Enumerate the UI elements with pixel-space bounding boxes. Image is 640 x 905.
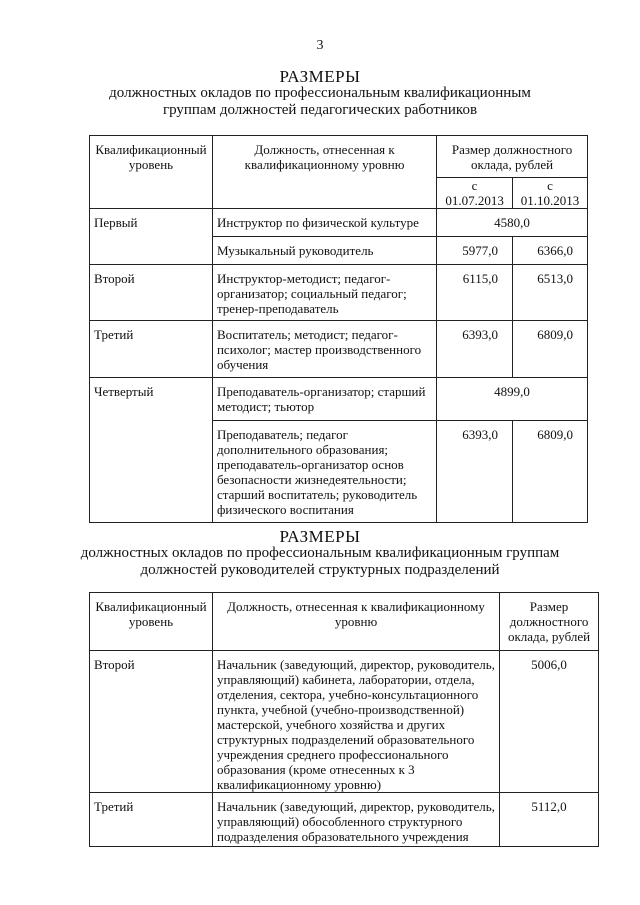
section2-title [0, 528, 640, 579]
department-heads-salary-table [89, 592, 599, 847]
table-row [90, 651, 599, 793]
header-level: Квалификационный уровень [90, 593, 213, 651]
row-value-1: 6393,0 [437, 421, 513, 523]
row-value: 4899,0 [437, 378, 588, 421]
row-value-2: 6366,0 [513, 237, 588, 265]
row-position: Преподаватель-организатор; старший методист; тьютор [212, 378, 436, 421]
row-level: Второй [90, 651, 213, 793]
row-position: Музыкальный руководитель [212, 237, 436, 265]
section2-title-line3: должностей руководителей структурных подразделений [140, 562, 500, 578]
row-position: Инструктор по физической культуре [212, 209, 436, 237]
table-row [90, 265, 588, 321]
row-value: 5006,0 [500, 651, 599, 793]
row-value: 5112,0 [500, 793, 599, 847]
table-header-row [90, 136, 588, 178]
header-date-1: с 01.07.2013 [437, 178, 513, 209]
section1-title [0, 68, 640, 119]
row-position: Воспитатель; методист; педагог-психолог; мастер производственного обучения [212, 321, 436, 378]
page-number: 3 [316, 38, 324, 53]
section1-title-line1: РАЗМЕРЫ [279, 67, 361, 86]
row-position: Преподаватель; педагог дополнительного образования; преподаватель-организатор основ безопасности жизнедеятельности; старший воспитатель; руководитель физического воспитания [212, 421, 436, 523]
header-position: Должность, отнесенная к квалификационному уровню [212, 136, 436, 209]
header-position: Должность, отнесенная к квалификационному уровню [212, 593, 499, 651]
header-date-2: с 01.10.2013 [513, 178, 588, 209]
pedagogical-salary-table [89, 135, 588, 523]
table-row [90, 378, 588, 421]
row-value: 4580,0 [437, 209, 588, 237]
row-level: Третий [90, 793, 213, 847]
header-salary: Размер должностного оклада, рублей [500, 593, 599, 651]
section1-title-line3: группам должностей педагогических работников [162, 102, 478, 118]
header-level: Квалификационный уровень [90, 136, 213, 209]
section1-title-line2: должностных окладов по профессиональным квалификационным [109, 85, 531, 101]
header-salary: Размер должностного оклада, рублей [437, 136, 588, 178]
row-value-2: 6809,0 [513, 321, 588, 378]
row-value-1: 6393,0 [437, 321, 513, 378]
table-row [90, 209, 588, 237]
row-value-2: 6809,0 [513, 421, 588, 523]
row-value-1: 6115,0 [437, 265, 513, 321]
row-level: Первый [90, 209, 213, 265]
row-value-2: 6513,0 [513, 265, 588, 321]
row-value-1: 5977,0 [437, 237, 513, 265]
table-header-row [90, 593, 599, 651]
section2-title-line1: РАЗМЕРЫ [279, 527, 361, 546]
row-level: Четвертый [90, 378, 213, 523]
row-position: Инструктор-методист; педагог-организатор; социальный педагог; тренер-преподаватель [212, 265, 436, 321]
table-row [90, 793, 599, 847]
row-level: Третий [90, 321, 213, 378]
table-row [90, 321, 588, 378]
section2-title-line2: должностных окладов по профессиональным квалификационным группам [80, 545, 560, 561]
row-position: Начальник (заведующий, директор, руководитель, управляющий) обособленного структурного подразделения образовательного учреждения [212, 793, 499, 847]
row-level: Второй [90, 265, 213, 321]
row-position: Начальник (заведующий, директор, руководитель, управляющий) кабинета, лаборатории, отдела, отделения, сектора, учебно-консультационного пункта, учебной (учебно-производственной) мастерской, учебного хозяйства и других структурных подразделений образовательного учреждения среднего профессионального образования (кроме отнесенных к 3 квалификационному уровню) [212, 651, 499, 793]
